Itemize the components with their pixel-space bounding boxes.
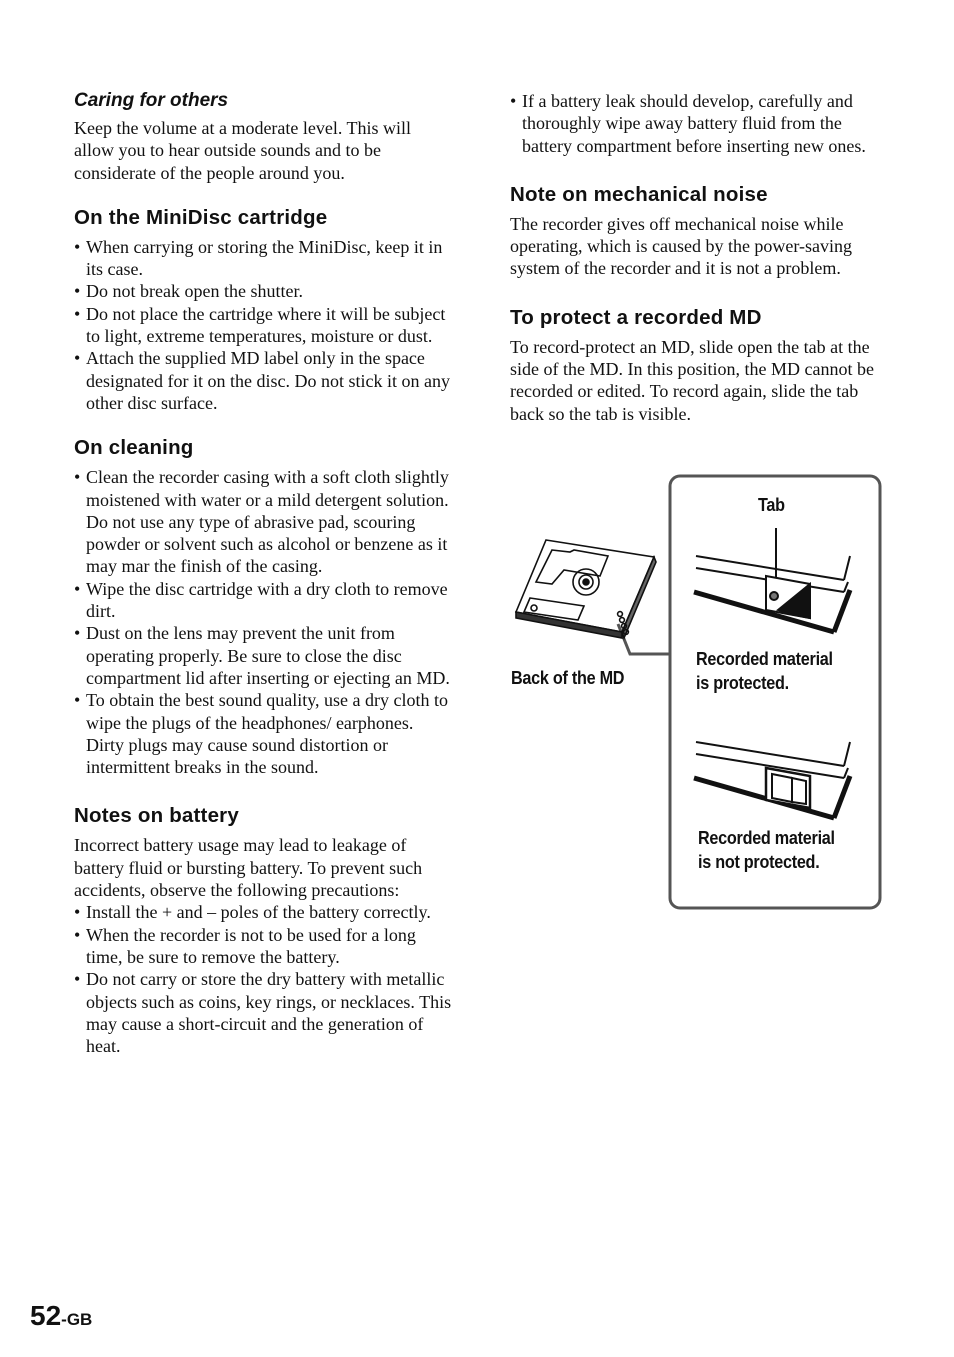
right-column <box>510 90 890 425</box>
battery-body: Incorrect battery usage may lead to leakage of battery fluid or bursting battery. To prevent such accidents, observe the following precautions: <box>74 835 423 901</box>
list-item: • Clean the recorder casing with a soft cloth slightly moistened with water or a mild detergent solution. Do not use any type of abrasive pad, scouring powder or solvent such as alcohol or benzene as it may mar the finish of the casing. <box>74 466 452 577</box>
tab-label: Tab <box>758 495 785 515</box>
protected-label: Recorded material is protected. <box>696 649 833 693</box>
list-item: • To obtain the best sound quality, use a dry cloth to wipe the plugs of the headphones/ earphones. Dirty plugs may cause sound distortion or intermittent breaks in the sound. <box>74 689 452 778</box>
back-of-md-label: Back of the MD <box>511 668 625 688</box>
list-item: • Do not carry or store the dry battery with metallic objects such as coins, key rings, or necklaces. This may cause a short-circuit and the generation of heat. <box>74 968 452 1057</box>
list-item: • If a battery leak should develop, carefully and thoroughly wipe away battery fluid from the battery compartment before inserting new ones. <box>510 90 890 157</box>
list-item: • Wipe the disc cartridge with a dry cloth to remove dirt. <box>74 578 452 623</box>
battery-list <box>74 901 452 1057</box>
caring-heading: Caring for others <box>74 90 229 111</box>
cleaning-heading: On cleaning <box>74 436 194 460</box>
left-column <box>74 90 452 1057</box>
minidisc-list <box>74 236 452 414</box>
page-number-value: 52 <box>30 1300 62 1331</box>
protect-body: To record-protect an MD, slide open the tab at the side of the MD. In this position, the MD cannot be recorded or edited. To record again, slide the tab back so the tab is visible. <box>510 336 874 424</box>
list-item: • Install the + and – poles of the battery correctly. <box>74 901 452 923</box>
caring-body: Keep the volume at a moderate level. This will allow you to hear outside sounds and to be considerate of the people around you. <box>74 118 412 183</box>
battery-list-continued <box>510 90 890 157</box>
list-item: • Do not place the cartridge where it will be subject to light, extreme temperatures, moisture or dust. <box>74 303 452 348</box>
md-back-drawing <box>516 540 656 638</box>
list-item: • When the recorder is not to be used for a long time, be sure to remove the battery. <box>74 924 452 969</box>
list-item: • Dust on the lens may prevent the unit from operating properly. Be sure to close the disc compartment lid after inserting or ejecting an MD. <box>74 622 452 689</box>
page-number <box>30 1300 92 1332</box>
list-item: • When carrying or storing the MiniDisc, keep it in its case. <box>74 236 452 281</box>
noise-body: The recorder gives off mechanical noise while operating, which is caused by the power-saving system of the recorder and it is not a problem. <box>510 213 853 279</box>
list-item: • Attach the supplied MD label only in the space designated for it on the disc. Do not stick it on any other disc surface. <box>74 347 452 414</box>
cleaning-list <box>74 466 452 778</box>
minidisc-heading: On the MiniDisc cartridge <box>74 205 328 229</box>
page-number-suffix: -GB <box>61 1310 93 1329</box>
protect-heading: To protect a recorded MD <box>510 305 762 329</box>
not-protected-label: Recorded material is not protected. <box>698 828 835 872</box>
protected-edge-drawing <box>694 556 850 632</box>
battery-heading: Notes on battery <box>74 804 239 828</box>
list-item: • Do not break open the shutter. <box>74 280 452 302</box>
md-protect-figure <box>510 472 890 914</box>
not-protected-edge-drawing <box>694 742 850 818</box>
noise-heading: Note on mechanical noise <box>510 182 768 206</box>
